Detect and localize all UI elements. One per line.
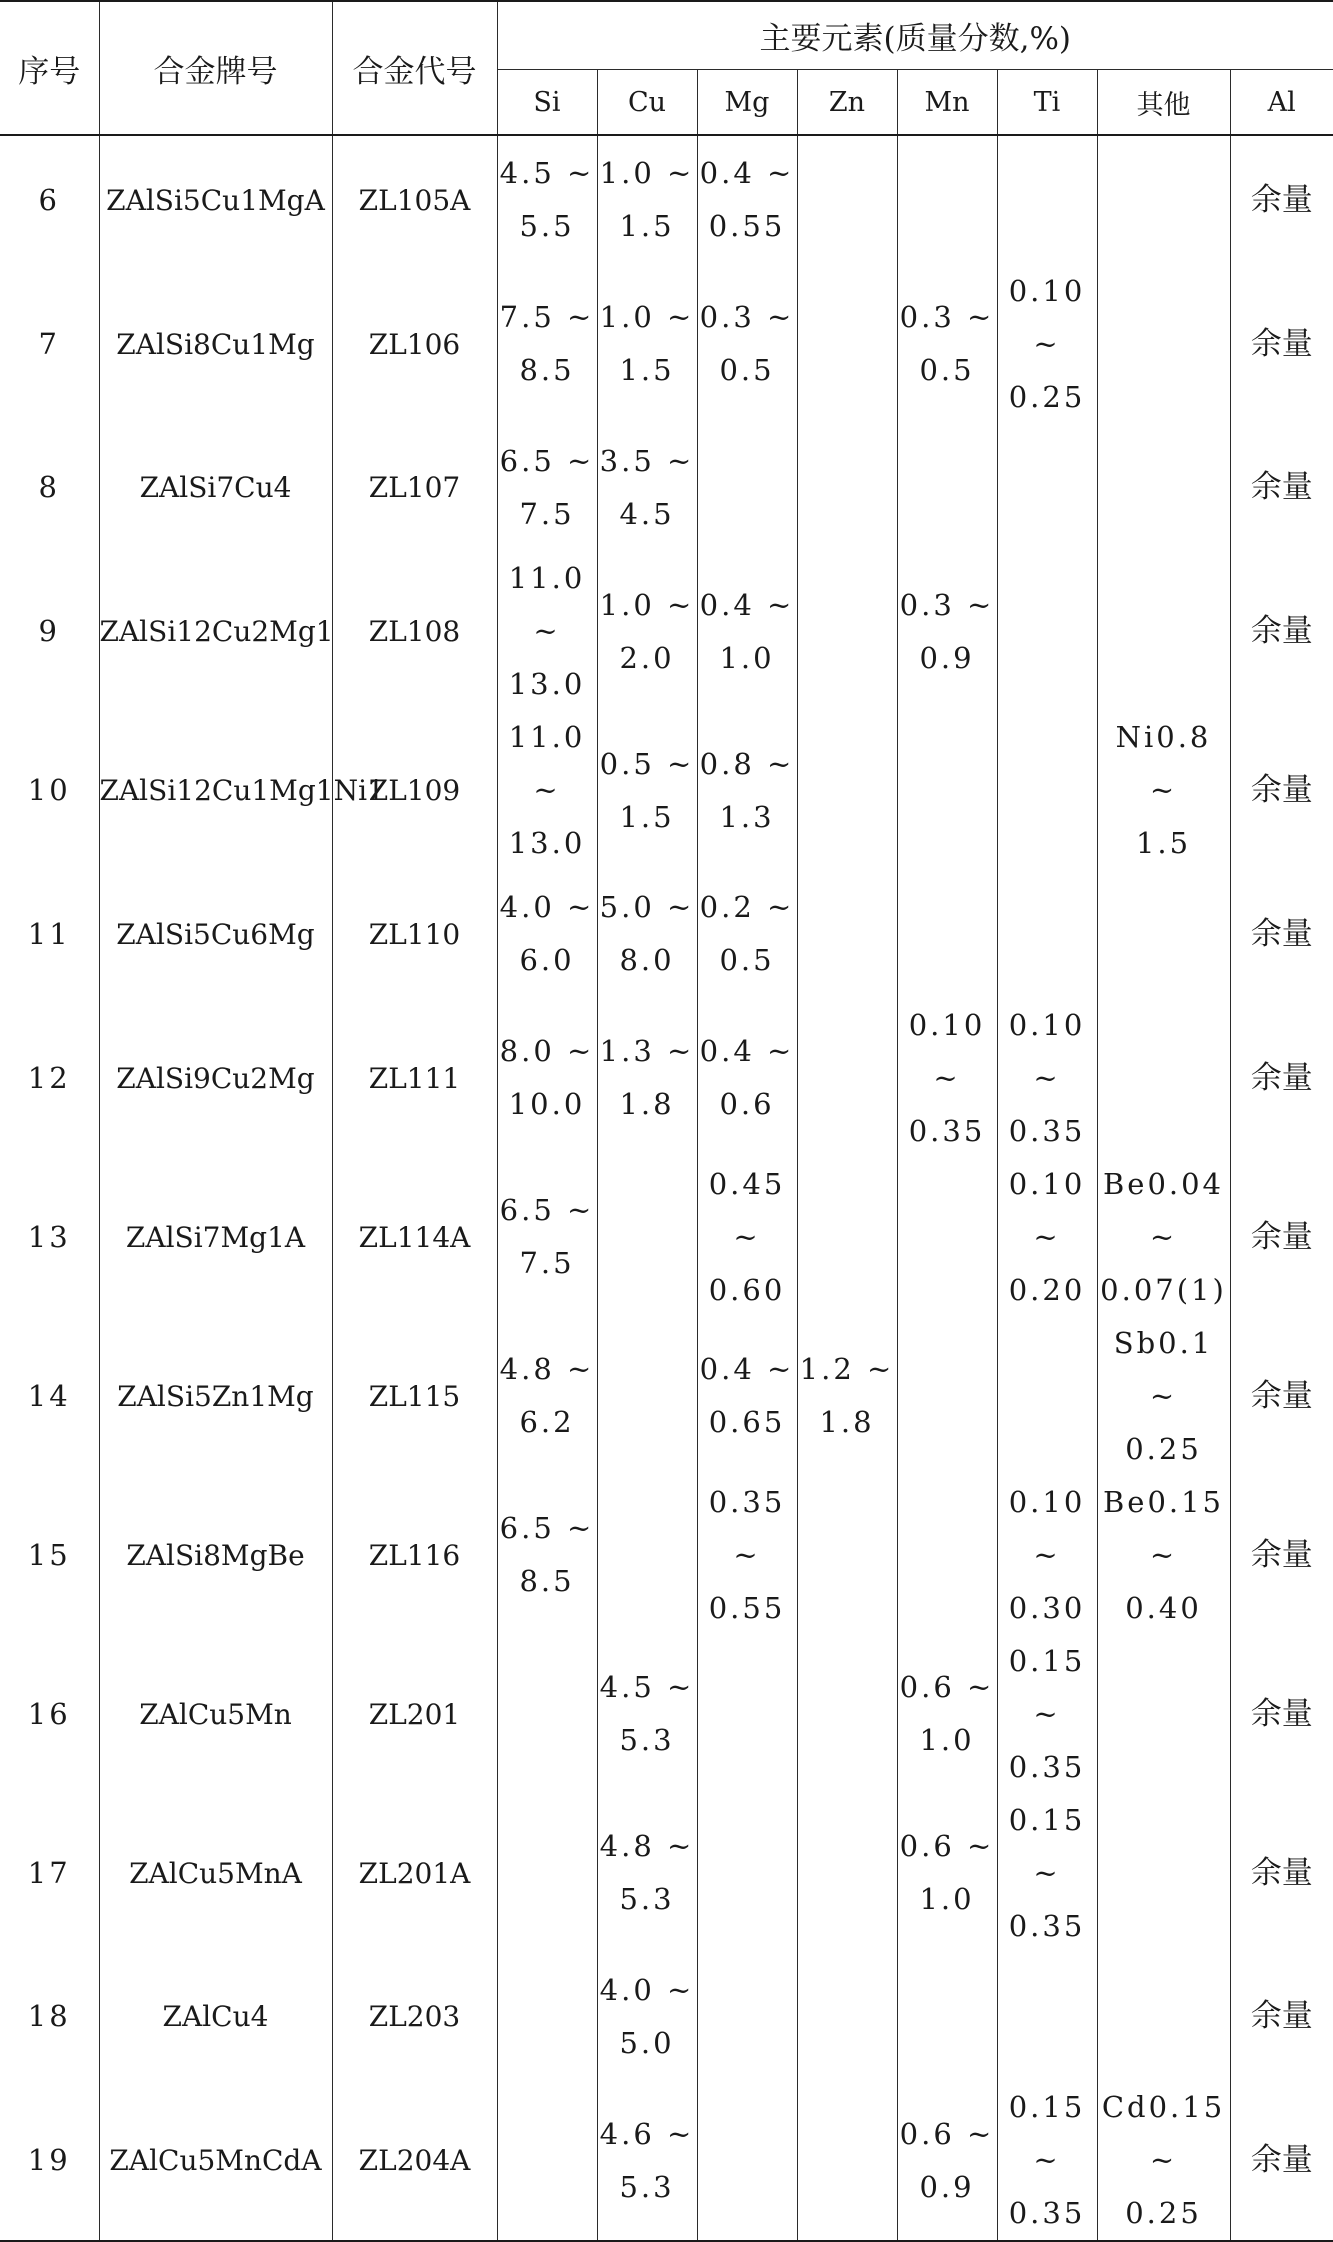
cell-cu: 0.5 ~ 1.5 — [597, 711, 697, 870]
cell-mg — [697, 1794, 797, 1953]
cell-grade: ZAlCu5Mn — [99, 1635, 332, 1794]
cell-other: Ni0.8 ~ 1.5 — [1097, 711, 1230, 870]
cell-al: 余量 — [1230, 1317, 1333, 1476]
cell-mg: 0.35 ~ 0.55 — [697, 1476, 797, 1635]
cell-seq: 7 — [0, 265, 99, 424]
cell-code: ZL111 — [332, 999, 497, 1158]
cell-al: 余量 — [1230, 1158, 1333, 1317]
cell-mn — [897, 1476, 997, 1635]
cell-ti: 0.10 ~ 0.30 — [997, 1476, 1097, 1635]
cell-mn: 0.6 ~ 1.0 — [897, 1635, 997, 1794]
cell-other — [1097, 1635, 1230, 1794]
cell-mn — [897, 870, 997, 999]
table-row — [0, 2081, 1333, 2241]
cell-code: ZL107 — [332, 424, 497, 553]
cell-mn — [897, 711, 997, 870]
cell-ti: 0.15 ~ 0.35 — [997, 1794, 1097, 1953]
cell-mg — [697, 424, 797, 553]
table-row — [0, 1635, 1333, 1794]
cell-cu: 4.5 ~ 5.3 — [597, 1635, 697, 1794]
cell-seq: 6 — [0, 135, 99, 265]
cell-other — [1097, 552, 1230, 711]
cell-mg — [697, 1635, 797, 1794]
cell-al: 余量 — [1230, 552, 1333, 711]
cell-zn — [797, 711, 897, 870]
cell-seq: 10 — [0, 711, 99, 870]
cell-zn — [797, 870, 897, 999]
table-row — [0, 424, 1333, 553]
table-body — [0, 135, 1333, 2241]
cell-mn — [897, 135, 997, 265]
cell-al: 余量 — [1230, 2081, 1333, 2241]
cell-code: ZL106 — [332, 265, 497, 424]
cell-zn — [797, 552, 897, 711]
table-row — [0, 1317, 1333, 1476]
cell-seq: 18 — [0, 1953, 99, 2082]
cell-seq: 11 — [0, 870, 99, 999]
cell-code: ZL115 — [332, 1317, 497, 1476]
cell-cu: 5.0 ~ 8.0 — [597, 870, 697, 999]
cell-al: 余量 — [1230, 999, 1333, 1158]
header-mg: Mg — [697, 70, 797, 136]
cell-mn: 0.3 ~ 0.9 — [897, 552, 997, 711]
cell-other: Sb0.1 ~ 0.25 — [1097, 1317, 1230, 1476]
cell-mg: 0.4 ~ 0.65 — [697, 1317, 797, 1476]
cell-al: 余量 — [1230, 424, 1333, 553]
cell-al: 余量 — [1230, 135, 1333, 265]
table-row — [0, 265, 1333, 424]
cell-mn — [897, 424, 997, 553]
cell-si — [497, 1794, 597, 1953]
cell-mn — [897, 1317, 997, 1476]
cell-zn: 1.2 ~ 1.8 — [797, 1317, 897, 1476]
cell-other — [1097, 870, 1230, 999]
cell-code: ZL109 — [332, 711, 497, 870]
cell-other — [1097, 999, 1230, 1158]
cell-cu: 1.0 ~ 2.0 — [597, 552, 697, 711]
table-row — [0, 711, 1333, 870]
cell-mg: 0.8 ~ 1.3 — [697, 711, 797, 870]
cell-other: Be0.04 ~ 0.07(1) — [1097, 1158, 1230, 1317]
cell-other — [1097, 424, 1230, 553]
cell-code: ZL108 — [332, 552, 497, 711]
cell-code: ZL201 — [332, 1635, 497, 1794]
cell-mg: 0.45 ~ 0.60 — [697, 1158, 797, 1317]
table-row — [0, 1476, 1333, 1635]
table-row — [0, 1953, 1333, 2082]
cell-other: Be0.15 ~ 0.40 — [1097, 1476, 1230, 1635]
cell-al: 余量 — [1230, 1794, 1333, 1953]
header-seq: 序号 — [0, 1, 99, 135]
cell-mg — [697, 1953, 797, 2082]
table-row — [0, 999, 1333, 1158]
cell-al: 余量 — [1230, 1953, 1333, 2082]
table-header — [0, 1, 1333, 135]
cell-ti: 0.10 ~ 0.25 — [997, 265, 1097, 424]
cell-si: 4.5 ~ 5.5 — [497, 135, 597, 265]
header-main-elements: 主要元素(质量分数,%) — [497, 1, 1333, 70]
cell-grade: ZAlSi12Cu1Mg1Ni1 — [99, 711, 332, 870]
cell-grade: ZAlSi5Zn1Mg — [99, 1317, 332, 1476]
header-cu: Cu — [597, 70, 697, 136]
cell-cu: 4.0 ~ 5.0 — [597, 1953, 697, 2082]
cell-code: ZL201A — [332, 1794, 497, 1953]
cell-si — [497, 2081, 597, 2241]
cell-cu: 1.0 ~ 1.5 — [597, 265, 697, 424]
cell-si: 11.0 ~ 13.0 — [497, 711, 597, 870]
cell-cu: 4.6 ~ 5.3 — [597, 2081, 697, 2241]
cell-ti: 0.15 ~ 0.35 — [997, 2081, 1097, 2241]
header-al: Al — [1230, 70, 1333, 136]
cell-ti: 0.15 ~ 0.35 — [997, 1635, 1097, 1794]
table-row — [0, 1158, 1333, 1317]
cell-ti: 0.10 ~ 0.20 — [997, 1158, 1097, 1317]
cell-mn: 0.6 ~ 0.9 — [897, 2081, 997, 2241]
header-zn: Zn — [797, 70, 897, 136]
cell-zn — [797, 2081, 897, 2241]
header-si: Si — [497, 70, 597, 136]
cell-zn — [797, 999, 897, 1158]
cell-seq: 13 — [0, 1158, 99, 1317]
cell-al: 余量 — [1230, 265, 1333, 424]
cell-si: 6.5 ~ 7.5 — [497, 424, 597, 553]
cell-zn — [797, 135, 897, 265]
cell-grade: ZAlCu5MnA — [99, 1794, 332, 1953]
cell-ti — [997, 870, 1097, 999]
cell-zn — [797, 265, 897, 424]
header-grade: 合金牌号 — [99, 1, 332, 135]
cell-grade: ZAlSi8MgBe — [99, 1476, 332, 1635]
table-row — [0, 870, 1333, 999]
cell-seq: 14 — [0, 1317, 99, 1476]
cell-other — [1097, 135, 1230, 265]
cell-mn: 0.3 ~ 0.5 — [897, 265, 997, 424]
cell-ti — [997, 711, 1097, 870]
cell-al: 余量 — [1230, 870, 1333, 999]
cell-si: 6.5 ~ 8.5 — [497, 1476, 597, 1635]
header-code: 合金代号 — [332, 1, 497, 135]
cell-other — [1097, 265, 1230, 424]
cell-zn — [797, 1476, 897, 1635]
cell-zn — [797, 1635, 897, 1794]
cell-al: 余量 — [1230, 1476, 1333, 1635]
cell-code: ZL116 — [332, 1476, 497, 1635]
cell-code: ZL105A — [332, 135, 497, 265]
cell-mg: 0.4 ~ 0.55 — [697, 135, 797, 265]
cell-grade: ZAlCu5MnCdA — [99, 2081, 332, 2241]
cell-seq: 12 — [0, 999, 99, 1158]
cell-si: 8.0 ~ 10.0 — [497, 999, 597, 1158]
cell-mg: 0.4 ~ 1.0 — [697, 552, 797, 711]
cell-al: 余量 — [1230, 711, 1333, 870]
cell-other: Cd0.15 ~ 0.25 — [1097, 2081, 1230, 2241]
cell-si — [497, 1953, 597, 2082]
cell-mg: 0.4 ~ 0.6 — [697, 999, 797, 1158]
cell-grade: ZAlSi8Cu1Mg — [99, 265, 332, 424]
cell-si: 4.0 ~ 6.0 — [497, 870, 597, 999]
cell-cu — [597, 1158, 697, 1317]
cell-code: ZL110 — [332, 870, 497, 999]
cell-code: ZL114A — [332, 1158, 497, 1317]
cell-other — [1097, 1794, 1230, 1953]
cell-ti — [997, 1317, 1097, 1476]
cell-grade: ZAlCu4 — [99, 1953, 332, 2082]
cell-cu: 1.0 ~ 1.5 — [597, 135, 697, 265]
cell-ti: 0.10 ~ 0.35 — [997, 999, 1097, 1158]
cell-si — [497, 1635, 597, 1794]
header-mn: Mn — [897, 70, 997, 136]
header-other: 其他 — [1097, 70, 1230, 136]
cell-ti — [997, 552, 1097, 711]
cell-seq: 9 — [0, 552, 99, 711]
cell-ti — [997, 1953, 1097, 2082]
cell-zn — [797, 1794, 897, 1953]
cell-grade: ZAlSi12Cu2Mg1 — [99, 552, 332, 711]
cell-al: 余量 — [1230, 1635, 1333, 1794]
cell-seq: 15 — [0, 1476, 99, 1635]
cell-mg — [697, 2081, 797, 2241]
cell-code: ZL203 — [332, 1953, 497, 2082]
cell-grade: ZAlSi7Mg1A — [99, 1158, 332, 1317]
cell-cu — [597, 1476, 697, 1635]
cell-si: 6.5 ~ 7.5 — [497, 1158, 597, 1317]
cell-zn — [797, 424, 897, 553]
cell-cu: 1.3 ~ 1.8 — [597, 999, 697, 1158]
cell-cu: 4.8 ~ 5.3 — [597, 1794, 697, 1953]
cell-seq: 17 — [0, 1794, 99, 1953]
cell-mn: 0.6 ~ 1.0 — [897, 1794, 997, 1953]
cell-mg: 0.3 ~ 0.5 — [697, 265, 797, 424]
cell-grade: ZAlSi5Cu1MgA — [99, 135, 332, 265]
cell-ti — [997, 424, 1097, 553]
cell-grade: ZAlSi7Cu4 — [99, 424, 332, 553]
cell-ti — [997, 135, 1097, 265]
cell-seq: 8 — [0, 424, 99, 553]
cell-seq: 16 — [0, 1635, 99, 1794]
cell-mn — [897, 1953, 997, 2082]
cell-si: 4.8 ~ 6.2 — [497, 1317, 597, 1476]
cell-si: 7.5 ~ 8.5 — [497, 265, 597, 424]
cell-mg: 0.2 ~ 0.5 — [697, 870, 797, 999]
cell-code: ZL204A — [332, 2081, 497, 2241]
table-row — [0, 135, 1333, 265]
cell-grade: ZAlSi5Cu6Mg — [99, 870, 332, 999]
cell-si: 11.0 ~ 13.0 — [497, 552, 597, 711]
table-row — [0, 552, 1333, 711]
cell-grade: ZAlSi9Cu2Mg — [99, 999, 332, 1158]
cell-seq: 19 — [0, 2081, 99, 2241]
cell-mn: 0.10 ~ 0.35 — [897, 999, 997, 1158]
cell-cu — [597, 1317, 697, 1476]
header-ti: Ti — [997, 70, 1097, 136]
cell-zn — [797, 1953, 897, 2082]
cell-zn — [797, 1158, 897, 1317]
cell-cu: 3.5 ~ 4.5 — [597, 424, 697, 553]
cell-other — [1097, 1953, 1230, 2082]
table-row — [0, 1794, 1333, 1953]
cell-mn — [897, 1158, 997, 1317]
